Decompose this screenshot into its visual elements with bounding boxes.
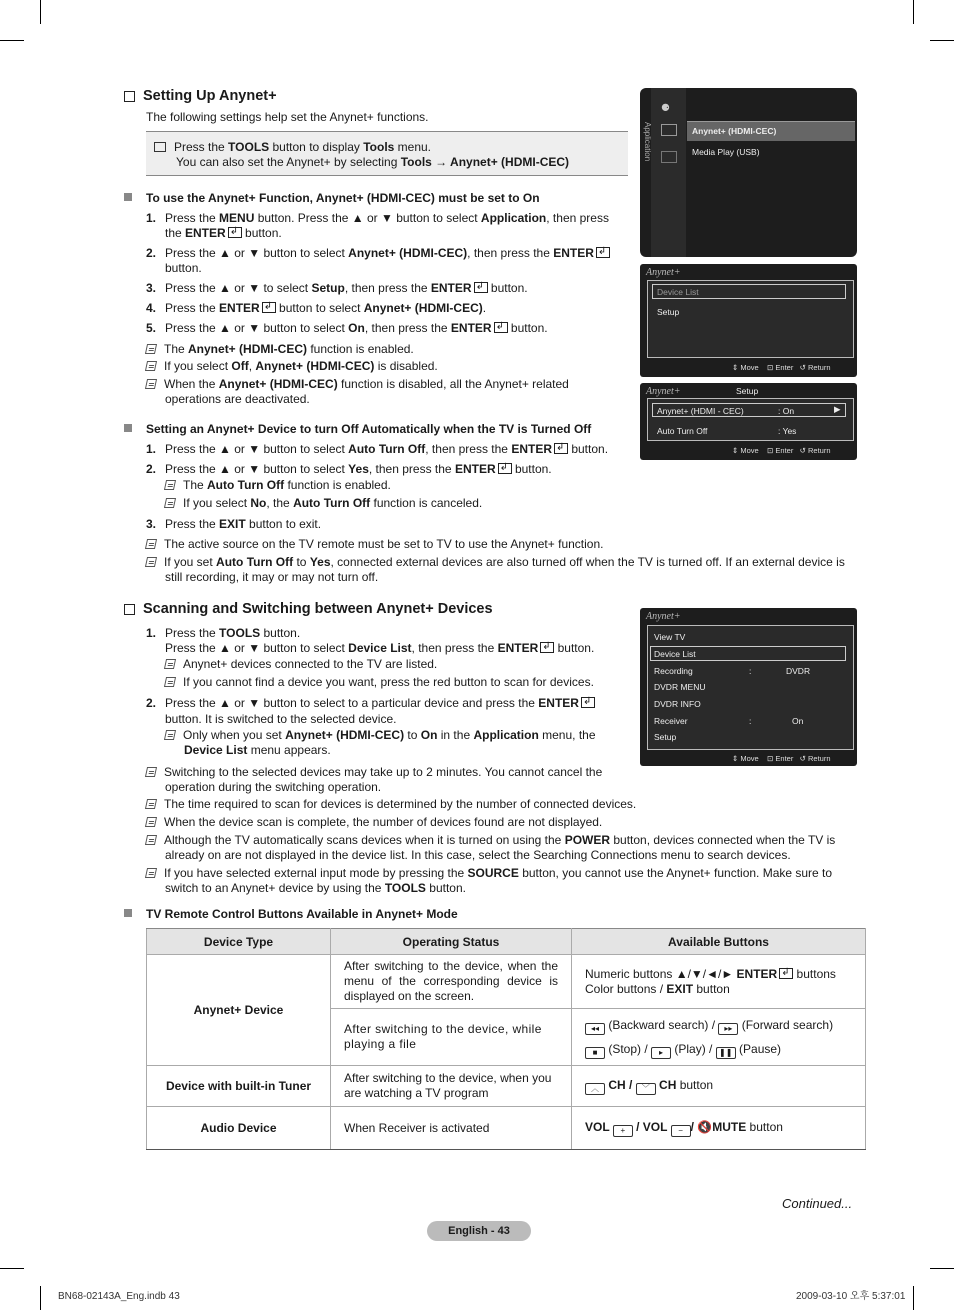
table-header: Available Buttons [572,929,866,955]
checkbox-icon [124,91,135,102]
menu-item-recording[interactable]: Recording [654,666,693,676]
anynet-logo: Anynet+ [646,267,681,278]
enter-icon [228,227,242,238]
menu-item-dvdr-menu[interactable]: DVDR MENU [654,682,706,692]
menu-item-receiver[interactable]: Receiver [654,716,688,726]
enter-icon [494,322,508,333]
note-icon [164,730,176,740]
mute-icon: 🔇 [697,1119,713,1134]
play-icon: ▸ [651,1047,671,1059]
volume-up-icon: + [613,1125,633,1137]
tip-box: Press the TOOLS button to display Tools menu. You can also set the Anynet+ by selecting Tools → Anynet+ (HDMI-CEC) [146,131,628,176]
osd-application-menu: Application ⚈ Anynet+ (HDMI-CEC) Media Play (USB) [640,88,857,257]
section-title-scanning: Scanning and Switching between Anynet+ Devices [124,601,493,617]
menu-item-setup[interactable]: Setup [657,307,680,317]
page-number: English - 43 [427,1221,531,1241]
table-header: Operating Status [331,929,572,955]
menu-item-media-play[interactable]: Media Play (USB) [692,147,760,157]
enter-icon [262,302,276,313]
volume-down-icon: − [671,1125,691,1137]
tools-icon [154,142,166,152]
heading-use-anynet: To use the Anynet+ Function, Anynet+ (HDMI-CEC) must be set to On [124,191,540,206]
note-icon [145,868,157,878]
setting-auto-turn-off[interactable]: Auto Turn Off [657,426,708,436]
checkbox-icon [124,604,135,615]
note-icon [164,480,176,490]
note-icon [145,379,157,389]
section-title-setup: Setting Up Anynet+ [124,88,277,104]
enter-icon [596,247,610,258]
remote-buttons-table [146,928,866,1150]
plug-icon: ⚈ [661,103,670,114]
menu-item-dvdr-info[interactable]: DVDR INFO [654,699,701,709]
arrow-right-icon: ▶ [834,404,841,414]
bullet-square-icon [124,193,132,201]
table-row: Audio Device When Receiver is activated VOL + / VOL − / 🔇MUTE button [147,1107,866,1150]
usb-icon [661,151,677,163]
table-row: Device with built-in Tuner After switching to the device, when you are watching a TV program ︿ CH / ﹀ CH button [147,1066,866,1107]
bullet-square-icon [124,909,132,917]
forward-search-icon: ▸▸ [718,1023,738,1035]
table-header: Device Type [147,929,331,955]
bullet-square-icon [124,424,132,432]
note-icon [145,557,157,567]
pause-icon: ❚❚ [716,1047,736,1059]
note-icon [145,835,157,845]
channel-down-icon: ﹀ [636,1083,656,1095]
osd-anynet-menu: Anynet+ Device List Setup ⇕ Move ⊡ Enter ↺ Return [640,264,857,377]
menu-item-setup[interactable]: Setup [654,732,677,742]
table-row: After switching to the device, while playing a file ◂◂ (Backward search) / ▸▸ (Forward search) ■ (Stop) / ▸ (Play) / ❚❚ (Pause) [147,1009,866,1066]
note-icon [145,817,157,827]
enter-icon [498,463,512,474]
enter-icon [581,697,595,708]
osd-device-list-menu: Anynet+ View TV Device List Recording : DVDR DVDR MENU DVDR INFO Receiver : On Setup ⇕ Move ⊡ Enter ↺ Return [640,608,857,766]
note-icon [145,539,157,549]
note-icon [164,498,176,508]
heading-auto-turn-off: Setting an Anynet+ Device to turn Off Automatically when the TV is Turned Off [124,422,591,437]
note-icon [145,799,157,809]
menu-item-view-tv[interactable]: View TV [654,632,686,642]
note-icon [164,659,176,669]
note-icon [145,361,157,371]
stop-icon: ■ [585,1047,605,1059]
enter-icon [540,642,554,653]
note-icon [145,344,157,354]
footer-file: BN68-02143A_Eng.indb 43 [58,1291,180,1302]
footer-date: 2009-03-10 오후 5:37:01 [796,1291,906,1302]
note-icon [145,767,157,777]
osd-setup-menu: Anynet+ Setup Anynet+ (HDMI - CEC) : On ▶ Auto Turn Off : Yes ⇕ Move ⊡ Enter ↺ Return [640,383,857,460]
anynet-logo: Anynet+ [646,386,681,397]
intro-text: The following settings help set the Anynet+ functions. [146,110,429,124]
enter-icon [474,282,488,293]
anynet-icon [661,124,677,136]
note-icon [164,677,176,687]
channel-up-icon: ︿ [585,1083,605,1095]
heading-remote-buttons: TV Remote Control Buttons Available in Anynet+ Mode [124,907,458,922]
enter-icon [554,443,568,454]
backward-search-icon: ◂◂ [585,1023,605,1035]
anynet-logo: Anynet+ [646,611,681,622]
enter-icon [779,968,793,979]
table-row: Anynet+ Device After switching to the device, when the menu of the corresponding device is displayed on the screen. Numeric buttons ▲/▼/◄/► ENTER↲ buttons Color buttons / EXIT button [147,955,866,1009]
continued-text: Continued... [782,1196,853,1211]
